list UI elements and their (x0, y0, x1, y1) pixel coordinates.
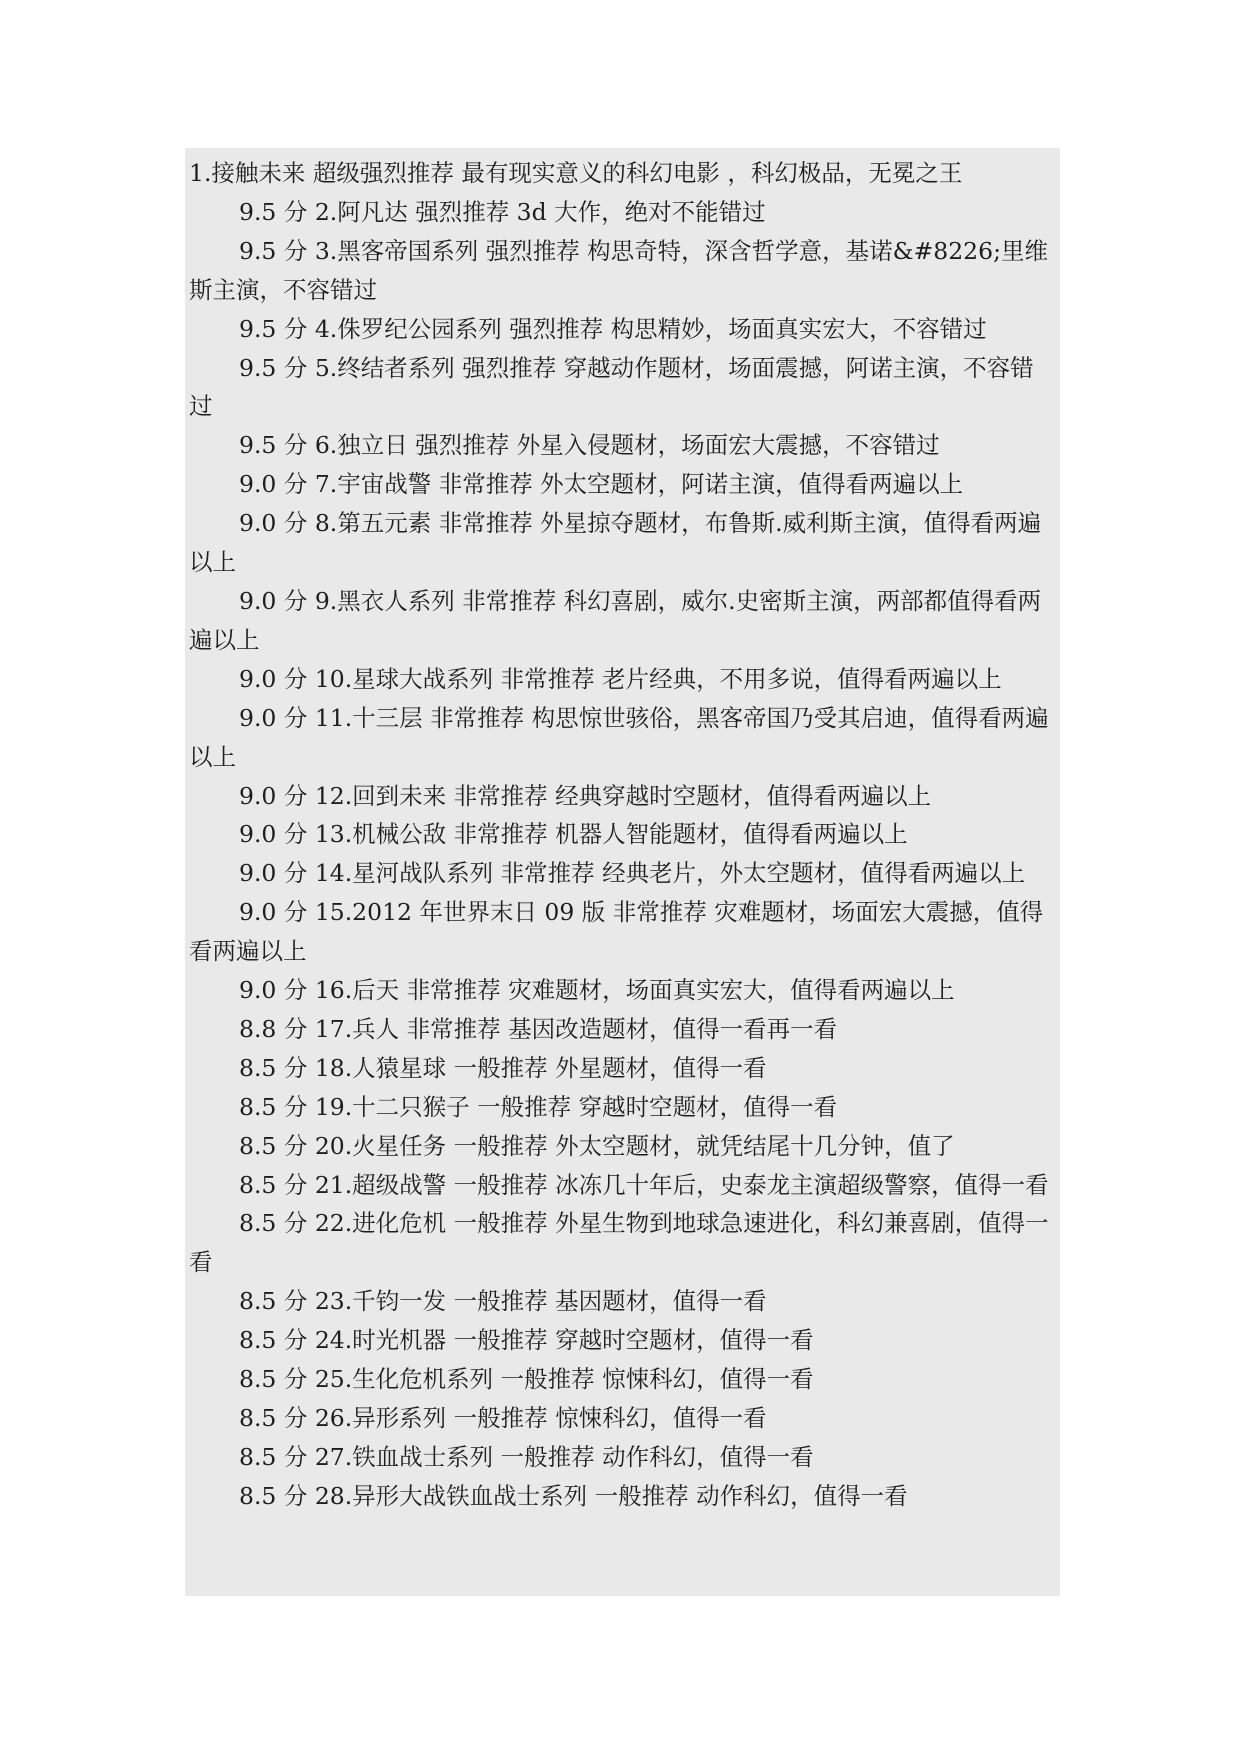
list-line-8: 9.0 分 8.第五元素 非常推荐 外星掠夺题材，布鲁斯.威利斯主演，值得看两遍以上 (189, 509, 1042, 577)
list-line-11: 9.0 分 11.十三层 非常推荐 构思惊世骇俗，黑客帝国乃受其启迪，值得看两遍以上 (189, 703, 1049, 771)
list-line-27: 8.5 分 27.铁血战士系列 一般推荐 动作科幻，值得一看 (239, 1442, 814, 1471)
list-line-25: 8.5 分 25.生化危机系列 一般推荐 惊悚科幻，值得一看 (239, 1365, 814, 1394)
list-line-7: 9.0 分 7.宇宙战警 非常推荐 外太空题材，阿诺主演，值得看两遍以上 (239, 470, 964, 499)
list-line-10: 9.0 分 10.星球大战系列 非常推荐 老片经典，不用多说，值得看两遍以上 (239, 664, 1002, 693)
list-line-3: 9.5 分 3.黑客帝国系列 强烈推荐 构思奇特，深含哲学意，基诺&#8226;里维斯主演，不容错过 (189, 236, 1049, 304)
list-line-6: 9.5 分 6.独立日 强烈推荐 外星入侵题材，场面宏大震撼，不容错过 (239, 431, 940, 460)
list-line-21: 8.5 分 21.超级战警 一般推荐 冰冻几十年后，史泰龙主演超级警察，值得一看 (239, 1170, 1049, 1199)
list-line-18: 8.5 分 18.人猿星球 一般推荐 外星题材，值得一看 (239, 1053, 767, 1082)
list-line-9: 9.0 分 9.黑衣人系列 非常推荐 科幻喜剧，威尔.史密斯主演，两部都值得看两遍以上 (189, 586, 1042, 654)
list-line-15: 9.0 分 15.2012 年世界末日 09 版 非常推荐 灾难题材，场面宏大震撼，值得看两遍以上 (189, 898, 1044, 966)
list-line-13: 9.0 分 13.机械公敌 非常推荐 机器人智能题材，值得看两遍以上 (239, 820, 908, 849)
list-line-19: 8.5 分 19.十二只猴子 一般推荐 穿越时空题材，值得一看 (239, 1092, 838, 1121)
list-line-12: 9.0 分 12.回到未来 非常推荐 经典穿越时空题材，值得看两遍以上 (239, 781, 932, 810)
list-line-1: 1.接触未来 超级强烈推荐 最有现实意义的科幻电影 ，科幻极品，无冕之王 (189, 159, 963, 187)
list-line-20: 8.5 分 20.火星任务 一般推荐 外太空题材，就凭结尾十几分钟，值了 (239, 1131, 955, 1160)
list-line-17: 8.8 分 17.兵人 非常推荐 基因改造题材，值得一看再一看 (239, 1014, 838, 1043)
movie-list-text-block (185, 148, 1060, 1596)
list-line-23: 8.5 分 23.千钧一发 一般推荐 基因题材，值得一看 (239, 1287, 767, 1316)
list-line-16: 9.0 分 16.后天 非常推荐 灾难题材，场面真实宏大，值得看两遍以上 (239, 976, 955, 1005)
list-line-5: 9.5 分 5.终结者系列 强烈推荐 穿越动作题材，场面震撼，阿诺主演，不容错过 (189, 353, 1034, 421)
list-line-22: 8.5 分 22.进化危机 一般推荐 外星生物到地球急速进化，科幻兼喜剧，值得一看 (189, 1209, 1049, 1277)
list-line-26: 8.5 分 26.异形系列 一般推荐 惊悚科幻，值得一看 (239, 1404, 767, 1432)
list-line-4: 9.5 分 4.侏罗纪公园系列 强烈推荐 构思精妙，场面真实宏大，不容错过 (239, 314, 987, 343)
list-line-28: 8.5 分 28.异形大战铁血战士系列 一般推荐 动作科幻，值得一看 (239, 1481, 908, 1510)
list-line-24: 8.5 分 24.时光机器 一般推荐 穿越时空题材，值得一看 (239, 1326, 814, 1355)
list-line-14: 9.0 分 14.星河战队系列 非常推荐 经典老片，外太空题材，值得看两遍以上 (239, 859, 1026, 888)
list-line-2: 9.5 分 2.阿凡达 强烈推荐 3d 大作，绝对不能错过 (239, 197, 766, 226)
